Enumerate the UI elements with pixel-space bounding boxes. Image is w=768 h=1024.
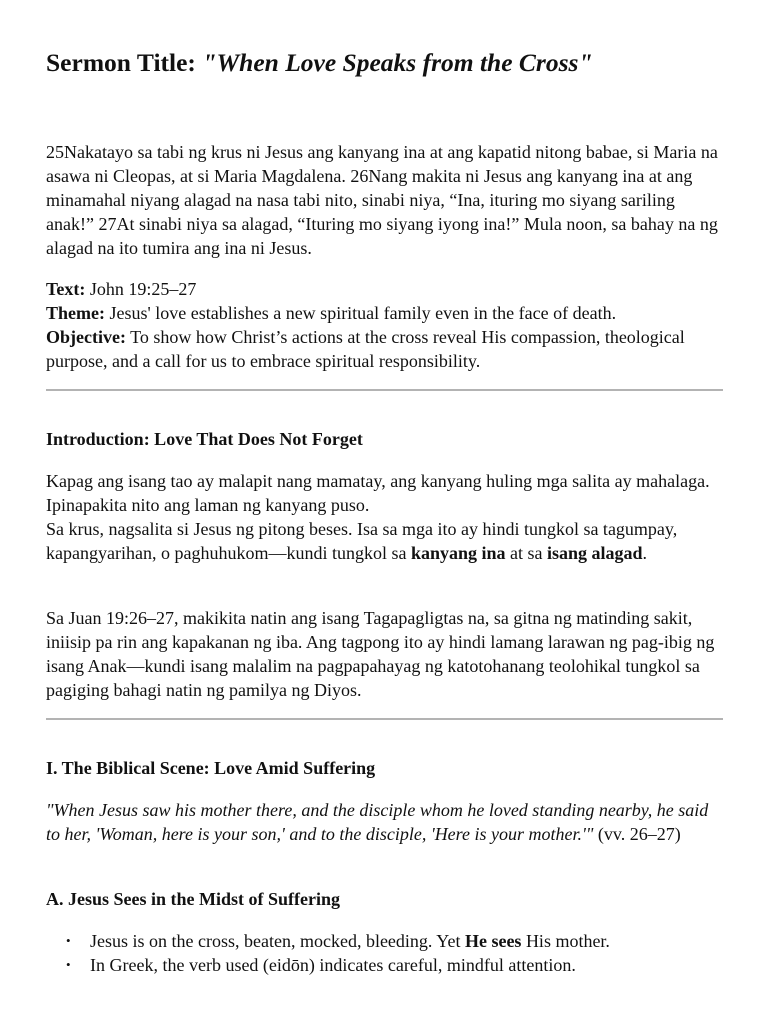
intro-heading: Introduction: Love That Does Not Forget bbox=[46, 429, 363, 449]
intro-line-2b: at sa bbox=[505, 543, 547, 563]
divider bbox=[46, 718, 723, 720]
text-value: John 19:25–27 bbox=[85, 279, 197, 299]
intro-line-2c: . bbox=[642, 543, 648, 563]
bullet-bold: He sees bbox=[464, 931, 522, 951]
sermon-title-text: "When Love Speaks from the Cross" bbox=[202, 48, 593, 77]
bullet-text: Jesus is on the cross, beaten, mocked, bleeding. Yet bbox=[90, 931, 465, 951]
subsection-a-heading: A. Jesus Sees in the Midst of Suffering bbox=[46, 889, 341, 909]
intro-bold-disciple: isang alagad bbox=[546, 543, 643, 563]
objective-value: To show how Christ’s actions at the cross reveal His compassion, theological purpose, and a call for us to embrace spiritual responsibility. bbox=[46, 327, 685, 371]
intro-bold-mother: kanyang ina bbox=[410, 543, 506, 563]
intro-paragraph-1 bbox=[46, 469, 723, 565]
bullet-text: In Greek, the verb used (eidōn) indicates careful, mindful attention. bbox=[90, 955, 576, 975]
objective-label: Objective: bbox=[46, 327, 126, 347]
intro-paragraph-2: Sa Juan 19:26–27, makikita natin ang isang Tagapagligtas na, sa gitna ng matinding sakit, iniisip pa rin ang kapakanan ng iba. Ang tagpong ito ay hindi lamang larawan ng pag-ibig ng isang Anak—kundi isang malalim na pagpapahayag ng katotohanang teolohikal tungkol sa pagiging bahagi natin ng pamilya ng Diyos. bbox=[46, 608, 715, 700]
list-item bbox=[46, 953, 723, 977]
theme-value: Jesus' love establishes a new spiritual family even in the face of death. bbox=[104, 303, 617, 323]
sermon-title-label: Sermon Title: bbox=[46, 48, 196, 77]
sermon-meta bbox=[46, 277, 723, 373]
theme-label: Theme: bbox=[46, 303, 105, 323]
sermon-title bbox=[46, 47, 593, 79]
divider bbox=[46, 389, 723, 391]
intro-line-2a: Sa krus, nagsalita si Jesus ng pitong beses. Isa sa mga ito ay hindi tungkol sa tagumpay, kapangyarihan, o paghuhukom—kundi tungkol sa bbox=[46, 519, 678, 563]
intro-line-1: Kapag ang isang tao ay malapit nang mamatay, ang kanyang huling mga salita ay mahalaga. Ipinapakita nito ang laman ng kanyang puso. bbox=[46, 471, 710, 515]
text-label: Text: bbox=[46, 279, 86, 299]
list-item bbox=[46, 929, 723, 953]
scripture-passage: 25Nakatayo sa tabi ng krus ni Jesus ang kanyang ina at ang kapatid nitong babae, si Maria na asawa ni Cleopas, at si Maria Magdalena. 26Nang makita ni Jesus ang kanyang ina at ang minamahal niyang alagad na nasa tabi nito, sinabi niya, “Ina, ituring mo siyang sariling anak!” 27At sinabi niya sa alagad, “Ituring mo siyang iyong ina!” Mula noon, sa bahay na ng alagad na ito tumira ang ina ni Jesus. bbox=[46, 142, 718, 258]
bullet-text-after: His mother. bbox=[521, 931, 610, 951]
quote-reference: (vv. 26–27) bbox=[593, 824, 681, 844]
scripture-quote bbox=[46, 798, 723, 846]
quote-text: "When Jesus saw his mother there, and the disciple whom he loved standing nearby, he said to her, 'Woman, here is your son,' and to the disciple, 'Here is your mother.'" bbox=[46, 800, 709, 844]
section-1-heading: I. The Biblical Scene: Love Amid Suffering bbox=[46, 758, 376, 778]
bullet-list bbox=[46, 929, 723, 977]
